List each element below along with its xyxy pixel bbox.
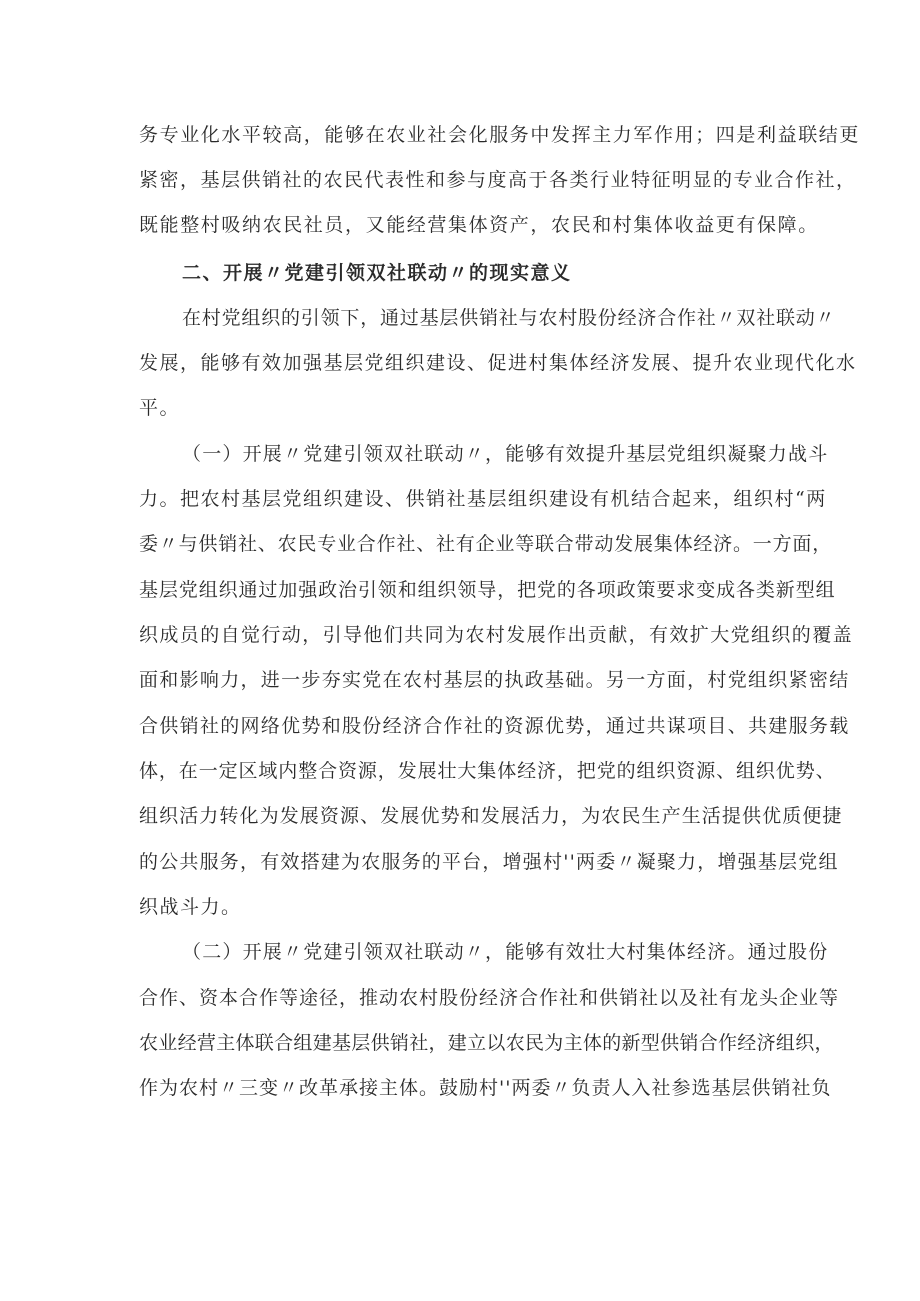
text-line: 平。 [139,397,181,419]
text-line: 体，在一定区域内整合资源，发展壮大集体经济，把党的组织资源、组织优势、 [139,760,836,782]
text-line: 基层党组织通过加强政治引领和组织领导，把党的各项政策要求变成各类新型组 [139,579,836,601]
text-line: （一）开展〃党建引领双社联动〃，能够有效提升基层党组织凝聚力战斗 [182,443,829,465]
text-line: 紧密，基层供销社的农民代表性和参与度高于各类行业特征明显的专业合作社， [139,169,857,191]
text-line: 既能整村吸纳农民社员，又能经营集体资产，农民和村集体收益更有保障。 [139,214,819,236]
text-line: 力。把农村基层党组织建设、供销社基层组织建设有机结合起来，组织村“两 [139,488,827,510]
text-line: 面和影响力，进一步夯实党在农村基层的执政基础。另一方面，村党组织紧密结 [139,669,850,691]
heading-text: 二、开展〃党建引领双社联动〃的现实意义 [182,262,572,284]
text-line: 的公共服务，有效搭建为农服务的平台，增强村''两委〃凝聚力，增强基层党组 [139,851,839,873]
text-line: 发展，能够有效加强基层党组织建设、促进村集体经济发展、提升农业现代化水 [139,352,857,374]
text-line: 织成员的自觉行动，引导他们共同为农村发展作出贡献，有效扩大党组织的覆盖 [139,624,854,646]
text-line: 农业经营主体联合组建基层供销社，建立以农民为主体的新型供销合作经济组织， [139,1032,834,1054]
text-line: 作为农村〃三变〃改革承接主体。鼓励村''两委〃负责人入社参选基层供销社负 [139,1077,832,1099]
text-line: 合供销社的网络优势和股份经济合作社的资源优势，通过共谋项目、共建服务载 [139,715,850,737]
text-line: 委〃与供销社、农民专业合作社、社有企业等联合带动发展集体经济。一方面， [139,533,833,555]
text-line: 组织活力转化为发展资源、发展优势和发展活力，为农民生产生活提供优质便捷 [139,805,843,827]
text-line: （二）开展〃党建引领双社联动〃，能够有效壮大村集体经济。通过股份 [182,941,829,963]
text-line: 在村党组织的引领下，通过基层供销社与农村股份经济合作社〃双社联动〃 [182,307,836,329]
text-line: 合作、资本合作等途径，推动农村股份经济合作社和供销社以及社有龙头企业等 [139,987,840,1009]
text-line: 务专业化水平较高，能够在农业社会化服务中发挥主力军作用；四是利益联结更 [139,124,861,146]
text-line: 织战斗力。 [139,896,242,918]
